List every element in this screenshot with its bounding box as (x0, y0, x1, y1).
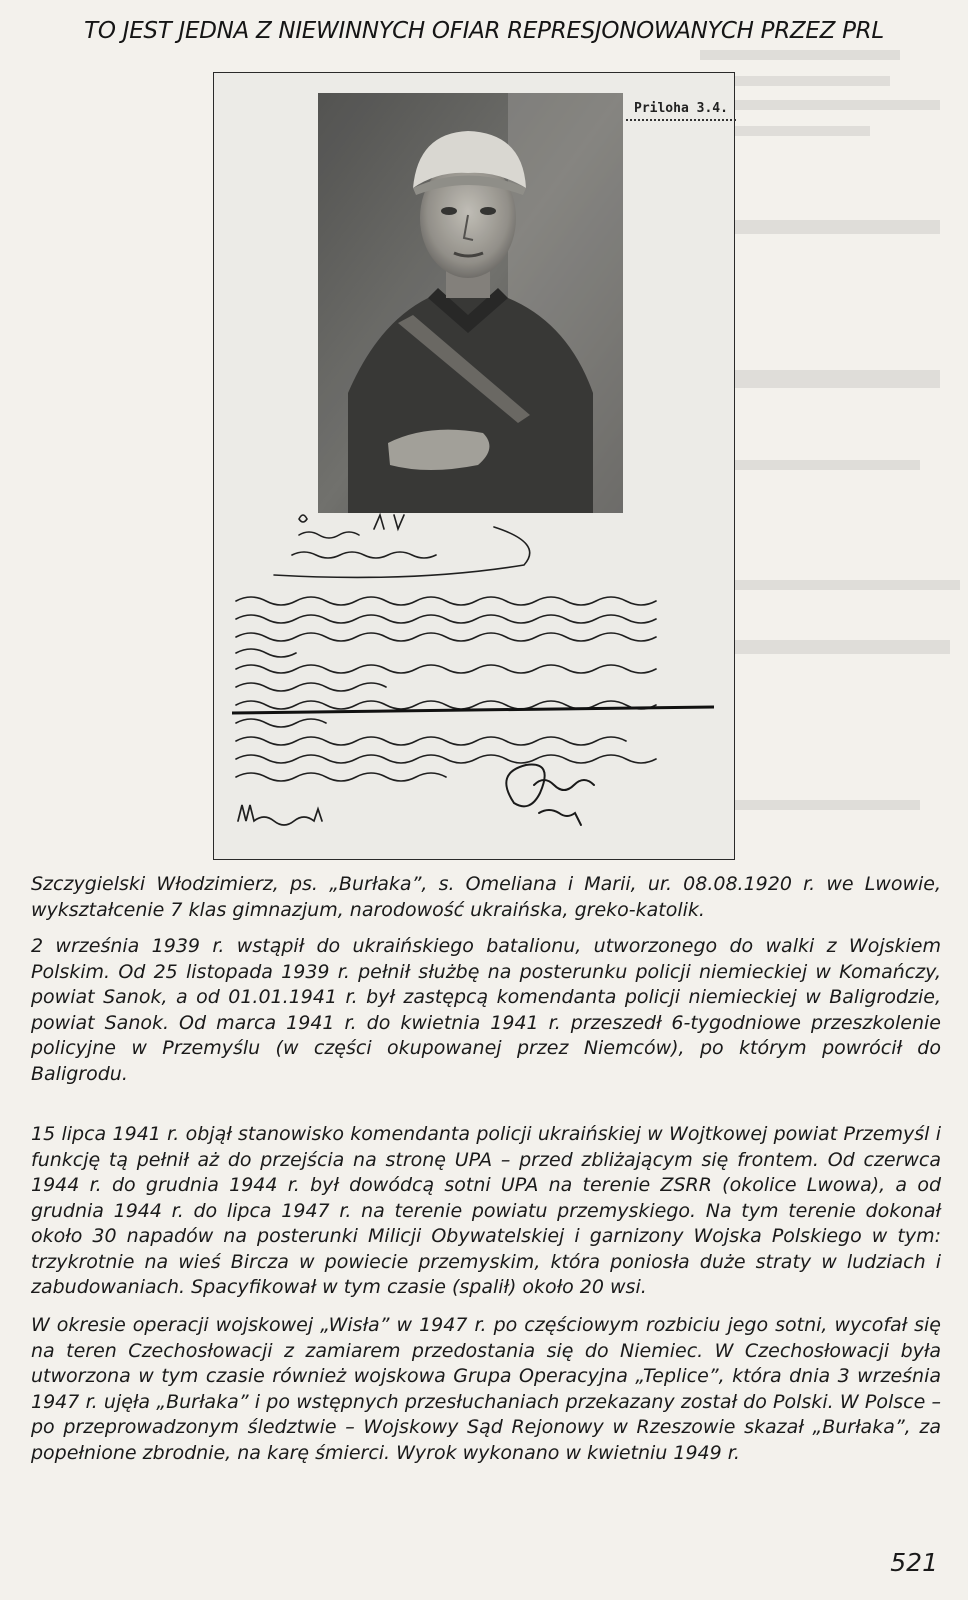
paragraph-capture-and-sentence: W okresie operacji wojskowej „Wisła” w 1947 r. po częściowym rozbiciu jego sotni, wycofał się na teren Czechosłowacji z zamiarem przedostania się do Niemiec. W Czechosłowacji była utworzona w tym czasie również wojskowa Grupa Operacyjna „Teplice”, która dnia 3 września 1947 r. ujęła „Burłaka” i po wstępnych przesłuchaniach przekazany został do Polski. W Polsce – po przeprowadzonym śledztwie – Wojskowy Sąd Rejonowy w Rzeszowie skazał „Burłaka”, za popełnione zbrodnie, na karę śmierci. Wyrok wykonano w kwietniu 1949 r. (31, 1314, 941, 1464)
page-title: TO JEST JEDNA Z NIEWINNYCH OFIAR REPRESJONOWANYCH PRZEZ PRL (84, 18, 884, 44)
page-number: 521 (890, 1548, 938, 1577)
handwritten-letter (214, 503, 734, 859)
annex-label: Priloha 3.4. (634, 101, 728, 116)
annex-underline (626, 119, 736, 121)
archival-document-scan (213, 72, 735, 860)
paragraph-upa-activity: 15 lipca 1941 r. objął stanowisko komendanta policji ukraińskiej w Wojtkowej powiat Przemyśl i funkcję tą pełnił aż do przejścia na stronę UPA – przed zbliżającym się frontem. Od czerwca 1944 r. do grudnia 1944 r. był dowódcą sotni UPA na terenie ZSRR (okolice Lwowa), a od grudnia 1944 r. do lipca 1947 r. na terenie powiatu przemyskiego. Na tym terenie dokonał około 30 napadów na posterunki Milicji Obywatelskiej i garnizony Wojska Polskiego w tym: trzykrotnie na wieś Bircza w powiecie przemyskim, która poniosła duże straty w ludziach i zabudowaniach. Spacyfikował w tym czasie (spalił) około 20 wsi. (31, 1123, 941, 1298)
paragraph-police-service: 2 września 1939 r. wstąpił do ukraińskiego batalionu, utworzonego do walki z Wojskiem Polskim. Od 25 listopada 1939 r. pełnił służbę na posterunku policji niemieckiej w Komańczy, powiat Sanok, a od 01.01.1941 r. był zastępcą komendanta policji niemieckiej w Baligrodzie, powiat Sanok. Od marca 1941 r. do kwietnia 1941 r. przeszedł 6-tygodniowe przeszkolenie policyjne w Przemyślu (w części okupowanej przez Niemców), po którym powrócił do Baligrodu. (31, 935, 941, 1085)
portrait-photo (318, 93, 623, 513)
paragraph-biography: Szczygielski Włodzimierz, ps. „Burłaka”, s. Omeliana i Marii, ur. 08.08.1920 r. we Lwowie, wykształcenie 7 klas gimnazjum, narodowość ukraińska, greko-katolik. (31, 873, 941, 921)
